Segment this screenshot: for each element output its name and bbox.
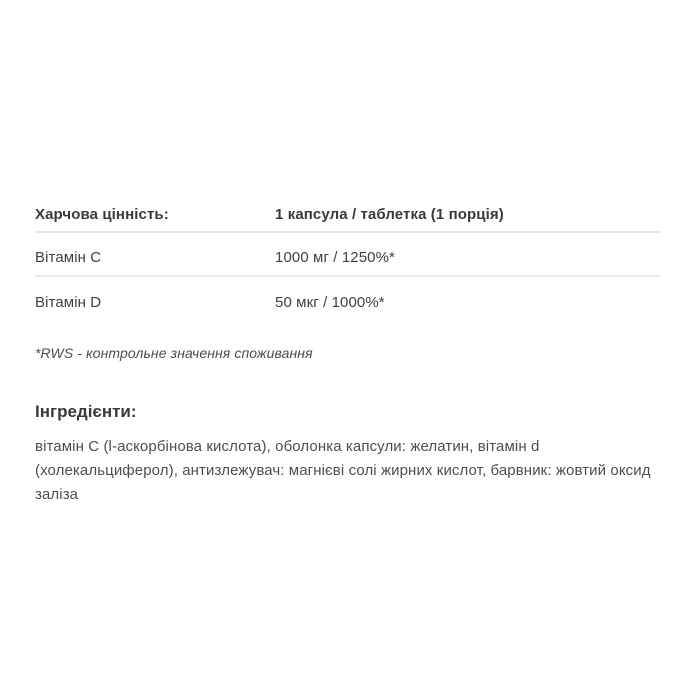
nutrient-amount: 1000 мг / 1250%* — [275, 249, 395, 266]
rws-footnote: *RWS - контрольне значення споживання — [35, 345, 313, 361]
nutrition-table — [35, 198, 660, 311]
nutrition-table-header-row — [35, 198, 660, 233]
ingredients-text — [35, 435, 660, 507]
nutrition-header-value: 1 капсула / таблетка (1 порція) — [275, 206, 504, 223]
nutrient-amount: 50 мкг / 1000%* — [275, 294, 385, 311]
ingredients-line: вітамін C (l-аскорбінова кислота), оболонка капсули: желатин, вітамін d — [35, 438, 540, 455]
ingredients-heading: Інгредієнти: — [35, 402, 137, 421]
nutrition-header-label: Харчова цінність: — [35, 206, 169, 223]
ingredients-line: заліза — [35, 486, 79, 503]
nutrient-name: Вітамін C — [35, 249, 102, 266]
table-row — [35, 277, 660, 311]
product-nutrition-section — [35, 198, 660, 507]
nutrient-name: Вітамін D — [35, 294, 102, 311]
ingredients-line: (холекальциферол), антизлежувач: магнієві солі жирних кислот, барвник: жовтий оксид — [35, 462, 651, 479]
table-row — [35, 233, 660, 277]
